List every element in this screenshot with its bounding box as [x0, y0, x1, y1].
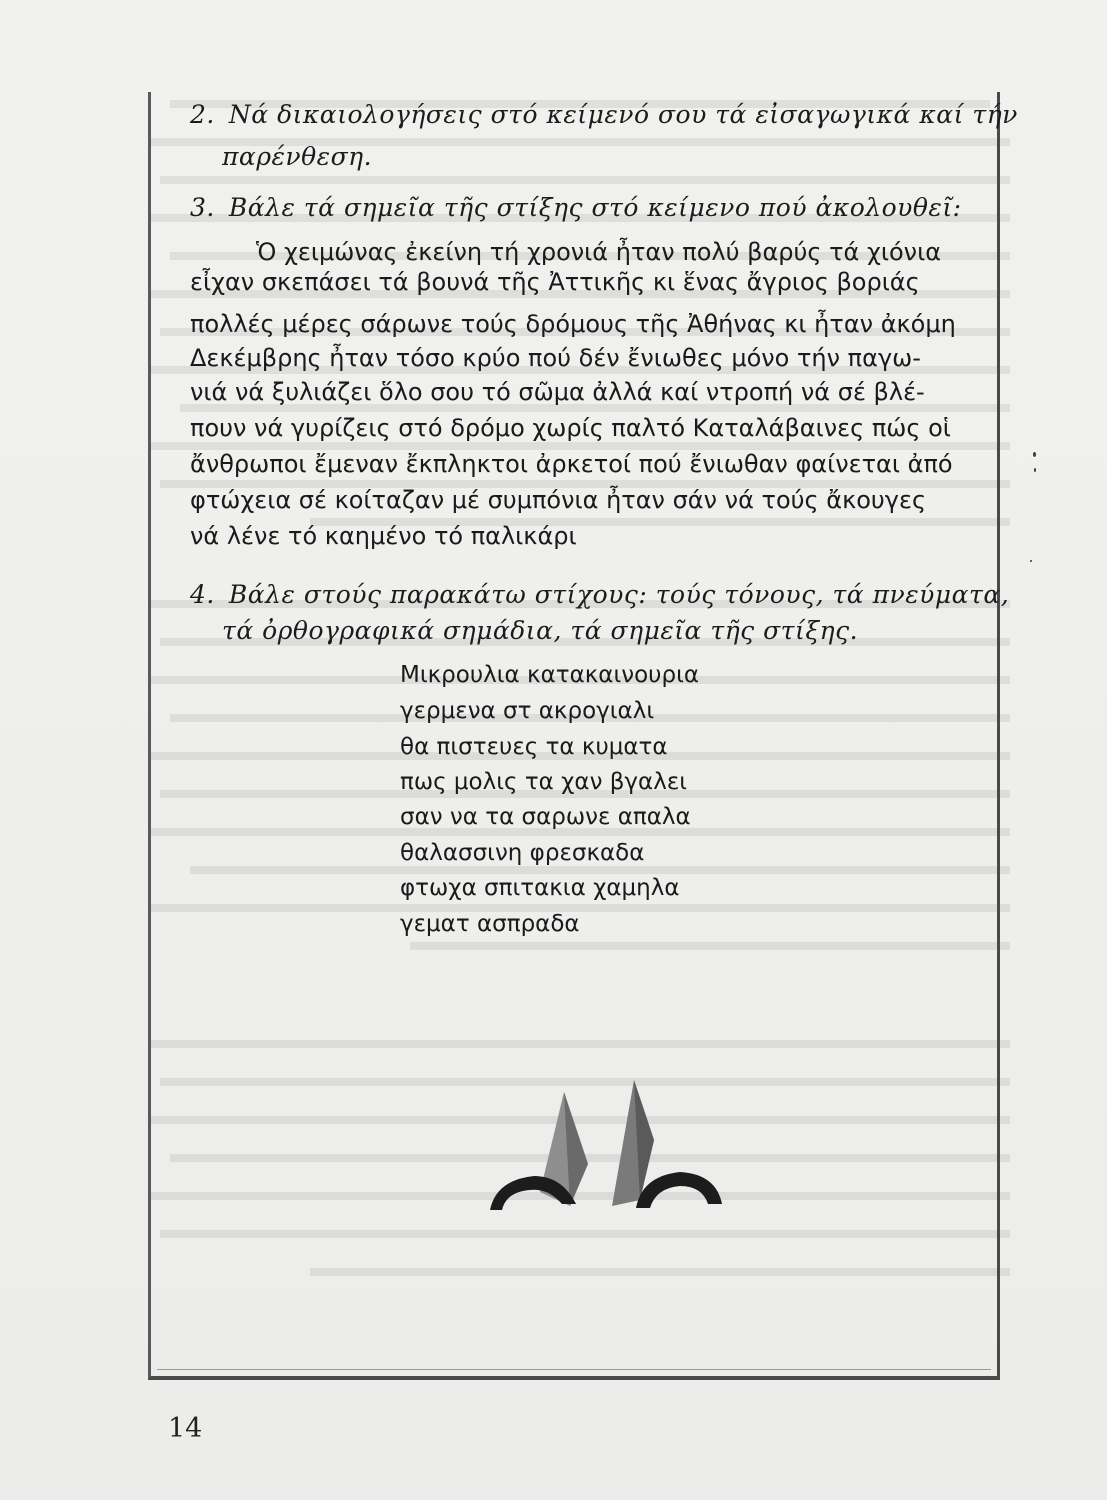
scan-speck — [1033, 452, 1036, 457]
exercise-2-line-2: παρένθεση. — [222, 142, 373, 171]
paragraph-line: πουν νά γυρίζεις στό δρόμο χωρίς παλτό Καταλάβαινες πώς οἱ — [190, 414, 951, 442]
exercise-3-title — [190, 193, 962, 222]
page-number: 14 — [168, 1413, 203, 1444]
paragraph-line: ἄνθρωποι ἔμεναν ἔκπληκτοι ἀρκετοί πού ἔνιωθαν φαίνεται ἀπό — [190, 450, 953, 478]
verse-line: φτωχα σπιτακια χαμηλα — [400, 875, 680, 901]
verse-line: Μικρουλια κατακαινουρια — [400, 662, 700, 688]
exercise-2-number: 2. — [190, 100, 215, 129]
paragraph-line: φτώχεια σέ κοίταζαν μέ συμπόνια ἦταν σάν νά τούς ἄκουγες — [190, 486, 927, 514]
boats-sails-ornament-icon — [476, 1080, 736, 1220]
paragraph-line: νιά νά ξυλιάζει ὅλο σου τό σῶμα ἀλλά καί ντροπή νά σέ βλέ- — [190, 378, 925, 406]
paragraph-line: εἶχαν σκεπάσει τά βουνά τῆς Ἀττικῆς κι ἕνας ἄγριος βοριάς — [190, 268, 920, 296]
verse-line: γερμενα στ ακρογιαλι — [400, 698, 655, 724]
exercise-4-line-1 — [190, 580, 1009, 609]
paragraph-line: Δεκέμβρης ἦταν τόσο κρύο πού δέν ἔνιωθες μόνο τήν παγω- — [190, 344, 921, 372]
exercise-3-number: 3. — [190, 193, 215, 222]
exercise-2-text: Νά δικαιολογήσεις στό κείμενό σου τά εἰσαγωγικά καί τήν — [228, 100, 1018, 129]
exercise-4-line-2: τά ὀρθογραφικά σημάδια, τά σημεῖα τῆς στίξης. — [222, 616, 859, 645]
scan-speck — [1034, 468, 1036, 472]
paragraph-line: πολλές μέρες σάρωνε τούς δρόμους τῆς Ἀθήνας κι ἦταν ἀκόμη — [190, 310, 956, 338]
verse-line: πως μολις τα χαν βγαλει — [400, 769, 688, 795]
verse-line: γεματ ασπραδα — [400, 911, 580, 937]
verse-line: θα πιστευες τα κυματα — [400, 734, 668, 760]
exercise-4-text: Βάλε στούς παρακάτω στίχους: τούς τόνους, τά πνεύματα, — [228, 580, 1010, 609]
paragraph-line: νά λένε τό καημένο τό παλικάρι — [190, 522, 577, 550]
exercise-2-line-1 — [190, 100, 1018, 129]
verse-line: θαλασσινη φρεσκαδα — [400, 840, 645, 866]
scan-speck — [1030, 560, 1032, 562]
verse-line: σαν να τα σαρωνε απαλα — [400, 804, 691, 830]
paragraph-line: Ὁ χειμώνας ἐκείνη τή χρονιά ἦταν πολύ βαρύς τά χιόνια — [256, 238, 942, 266]
exercise-4-number: 4. — [190, 580, 215, 609]
exercise-3-title-text: Βάλε τά σημεῖα τῆς στίξης στό κείμενο πού ἀκολουθεῖ: — [228, 193, 962, 222]
